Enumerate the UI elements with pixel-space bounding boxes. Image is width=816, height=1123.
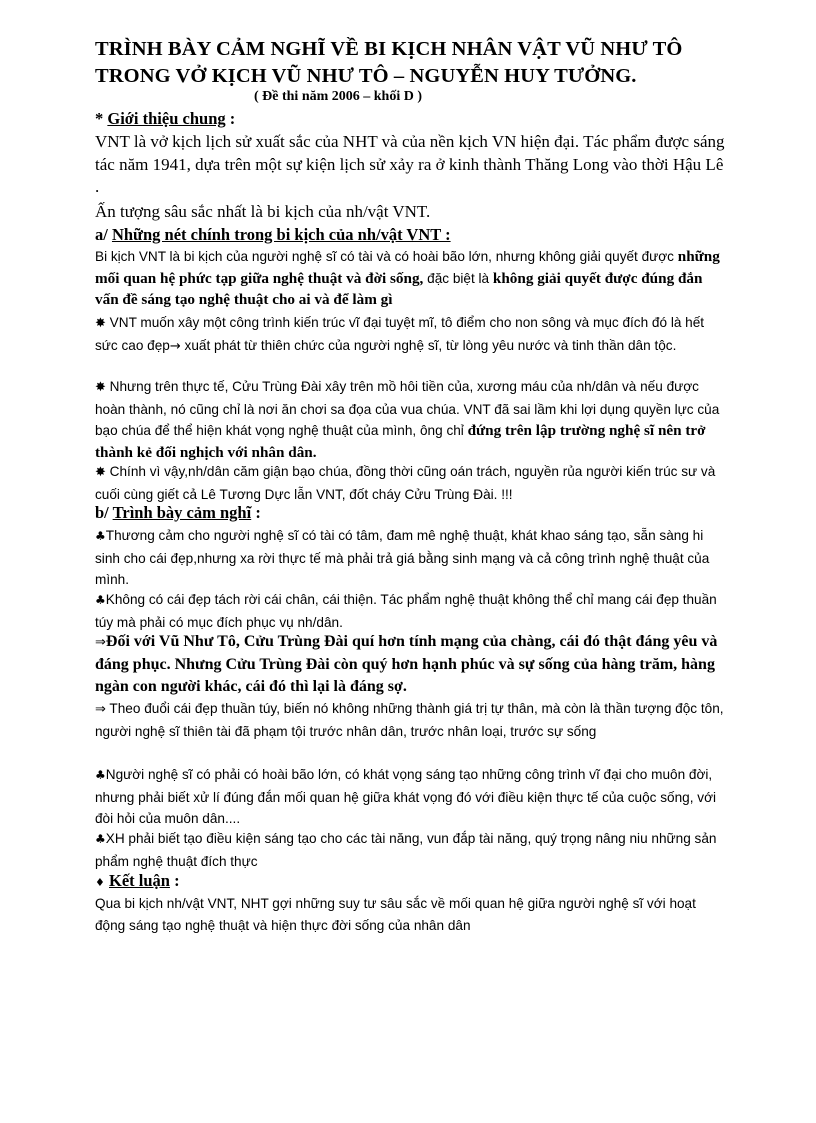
section-a-emph-1: những mối quan hệ phức tạp giữa nghệ thuật và đời sống, [95, 248, 720, 287]
section-b-item-3 [95, 764, 723, 830]
section-a-text-2: đặc biệt là [423, 270, 493, 286]
item-1-text: Thương cảm cho người nghệ sĩ có tài có tâm, đam mê nghệ thuật, khát khao sáng tạo, sẵn sàng hi sinh cho cái đẹp,nhưng xa rời thực tế mà phải trả giá bằng sinh mạng và cả công trình nghệ thuật của mình. [95, 528, 710, 587]
conclusion-heading-colon: : [169, 871, 180, 890]
document-title [95, 36, 795, 90]
section-a-paragraph [95, 246, 727, 311]
bullet-3-text: Chính vì vậy,nh/dân căm giận bạo chúa, đồng thời cũng oán trách, nguyền rủa người kiến trúc sư và cuối cùng giết cả Lê Tương Dực lẫn VNT, đốt cháy Cửu Trùng Đài. !!! [95, 464, 716, 502]
exam-note: ( Đề thi năm 2006 – khối D ) [254, 89, 423, 104]
section-a-heading [95, 224, 727, 246]
bullet-icon: ✸ [95, 316, 106, 331]
item-4-text: XH phải biết tạo điều kiện sáng tạo cho các tài năng, vun đắp tài năng, quý trọng nâng niu những sản phẩm nghệ thuật đích thực [95, 831, 717, 869]
bullet-1-text-a: VNT muốn xây một công trình kiến trúc vĩ đại tuyệt mĩ, tô điểm cho non sông và mục đích đó là hết sức cao đẹp [95, 315, 705, 353]
section-b-follow [95, 698, 725, 742]
clubs-icon: ♣ [95, 832, 106, 846]
double-arrow-icon: ⇒ [95, 635, 106, 650]
title-line-2: TRONG VỞ KỊCH VŨ NHƯ TÔ – NGUYỄN HUY TƯỞNG. [95, 65, 637, 87]
section-a-heading-text: Những nét chính trong bi kịch của nh/vật VNT : [111, 225, 451, 244]
emphasis-text: Đối với Vũ Như Tô, Cửu Trùng Đài quí hơn tính mạng của chàng, cái đó thật đáng yêu và đáng phục. Nhưng Cửu Trùng Đài còn quý hơn hạnh phúc và sự sống của hàng trăm, hàng ngàn con người khác, cái đó thì lại là đáng sợ. [95, 633, 718, 695]
intro-paragraph-1: VNT là vở kịch lịch sử xuất sắc của NHT và của nền kịch VN hiện đại. Tác phẩm được sáng tác năm 1941, dựa trên một sự kiện lịch sử xảy ra ở kinh thành Thăng Long vào thời Hậu Lê . [95, 132, 725, 196]
clubs-icon: ♣ [95, 529, 106, 543]
section-b-emphasis [95, 631, 723, 698]
item-3-text: Người nghệ sĩ có phải có hoài bão lớn, có khát vọng sáng tạo những công trình vĩ đại cho muôn đời, nhưng phải biết xử lí đúng đắn mối quan hệ giữa khát vọng đó với điều kiện thực tế của cuộc sống, với đòi hỏi của muôn dân.... [95, 767, 717, 826]
section-a-text-1: Bi kịch VNT là bi kịch của người nghệ sĩ có tài và có hoài bão lớn, nhưng không giải quyết được [95, 249, 678, 264]
intro-heading-text: Giới thiệu chung [107, 109, 226, 128]
title-line-1: TRÌNH BÀY CẢM NGHĨ VỀ BI KỊCH NHÂN VẬT VŨ NHƯ TÔ [95, 38, 683, 60]
star-marker: * [95, 109, 108, 128]
section-b-heading-colon: : [251, 503, 261, 522]
follow-text: Theo đuổi cái đẹp thuần túy, biến nó không những thành giá trị tự thân, mà còn là thần tượng độc tôn, người nghệ sĩ thiên tài đã phạm tội trước nhân dân, trước nhân loại, trước sự sống [95, 701, 724, 739]
bullet-icon: ✸ [95, 465, 106, 480]
section-a-bullet-1 [95, 312, 727, 357]
intro-heading-colon: : [225, 109, 236, 128]
section-a-prefix: a/ [95, 225, 112, 244]
diamond-icon: ♦ [95, 876, 105, 889]
section-b-item-1 [95, 525, 725, 591]
section-b-heading [95, 502, 727, 524]
intro-heading [95, 108, 727, 130]
right-arrow-icon: → [169, 338, 181, 354]
conclusion-heading [95, 870, 727, 894]
double-arrow-icon: ⇒ [95, 702, 106, 717]
section-b-prefix: b/ [95, 503, 113, 522]
conclusion-paragraph: Qua bi kịch nh/vật VNT, NHT gợi những suy tư sâu sắc về mối quan hệ giữa người nghệ sĩ với hoạt động sáng tạo nghệ thuật và hiện thực đời sống của nhân dân [95, 896, 696, 933]
bullet-1-text-b: xuất phát từ thiên chức của người nghệ sĩ, từ lòng yêu nước và tinh thần dân tộc. [180, 337, 677, 353]
item-2-text: Không có cái đẹp tách rời cái chân, cái thiện. Tác phẩm nghệ thuật không thể chỉ mang cái đẹp thuần túy mà phải có mục đích phục vụ nh/dân. [95, 592, 717, 630]
clubs-icon: ♣ [95, 768, 106, 782]
section-a-bullet-2 [95, 376, 727, 463]
clubs-icon: ♣ [95, 593, 106, 607]
section-a-bullet-3 [95, 461, 727, 505]
bullet-icon: ✸ [95, 380, 106, 395]
section-b-item-4 [95, 828, 725, 872]
bullet-2-emph: đứng trên lập trường nghệ sĩ nên trở thành kẻ đối nghịch với nhân dân. [95, 422, 706, 461]
bullet-2-text-a: Nhưng trên thực tế, Cửu Trùng Đài xây trên mồ hôi tiền của, xương máu của nh/dân và nếu được hoàn thành, nó cũng chỉ là nơi ăn chơi sa đọa của vua chúa. VNT đã sai lầm khi lợi dụng quyền lực của bạo chúa để thể hiện khát vọng nghệ thuật của mình, ông chỉ [95, 379, 720, 438]
section-b-heading-text: Trình bày cảm nghĩ [112, 503, 252, 522]
section-a-emph-2: không giải quyết được đúng đắn vấn đề sáng tạo nghệ thuật cho ai và để làm gì [95, 269, 703, 308]
conclusion-heading-text: Kết luận [109, 871, 170, 890]
intro-paragraph-2: Ấn tượng sâu sắc nhất là bi kịch của nh/vật VNT. [95, 202, 431, 221]
section-b-item-2 [95, 589, 725, 633]
